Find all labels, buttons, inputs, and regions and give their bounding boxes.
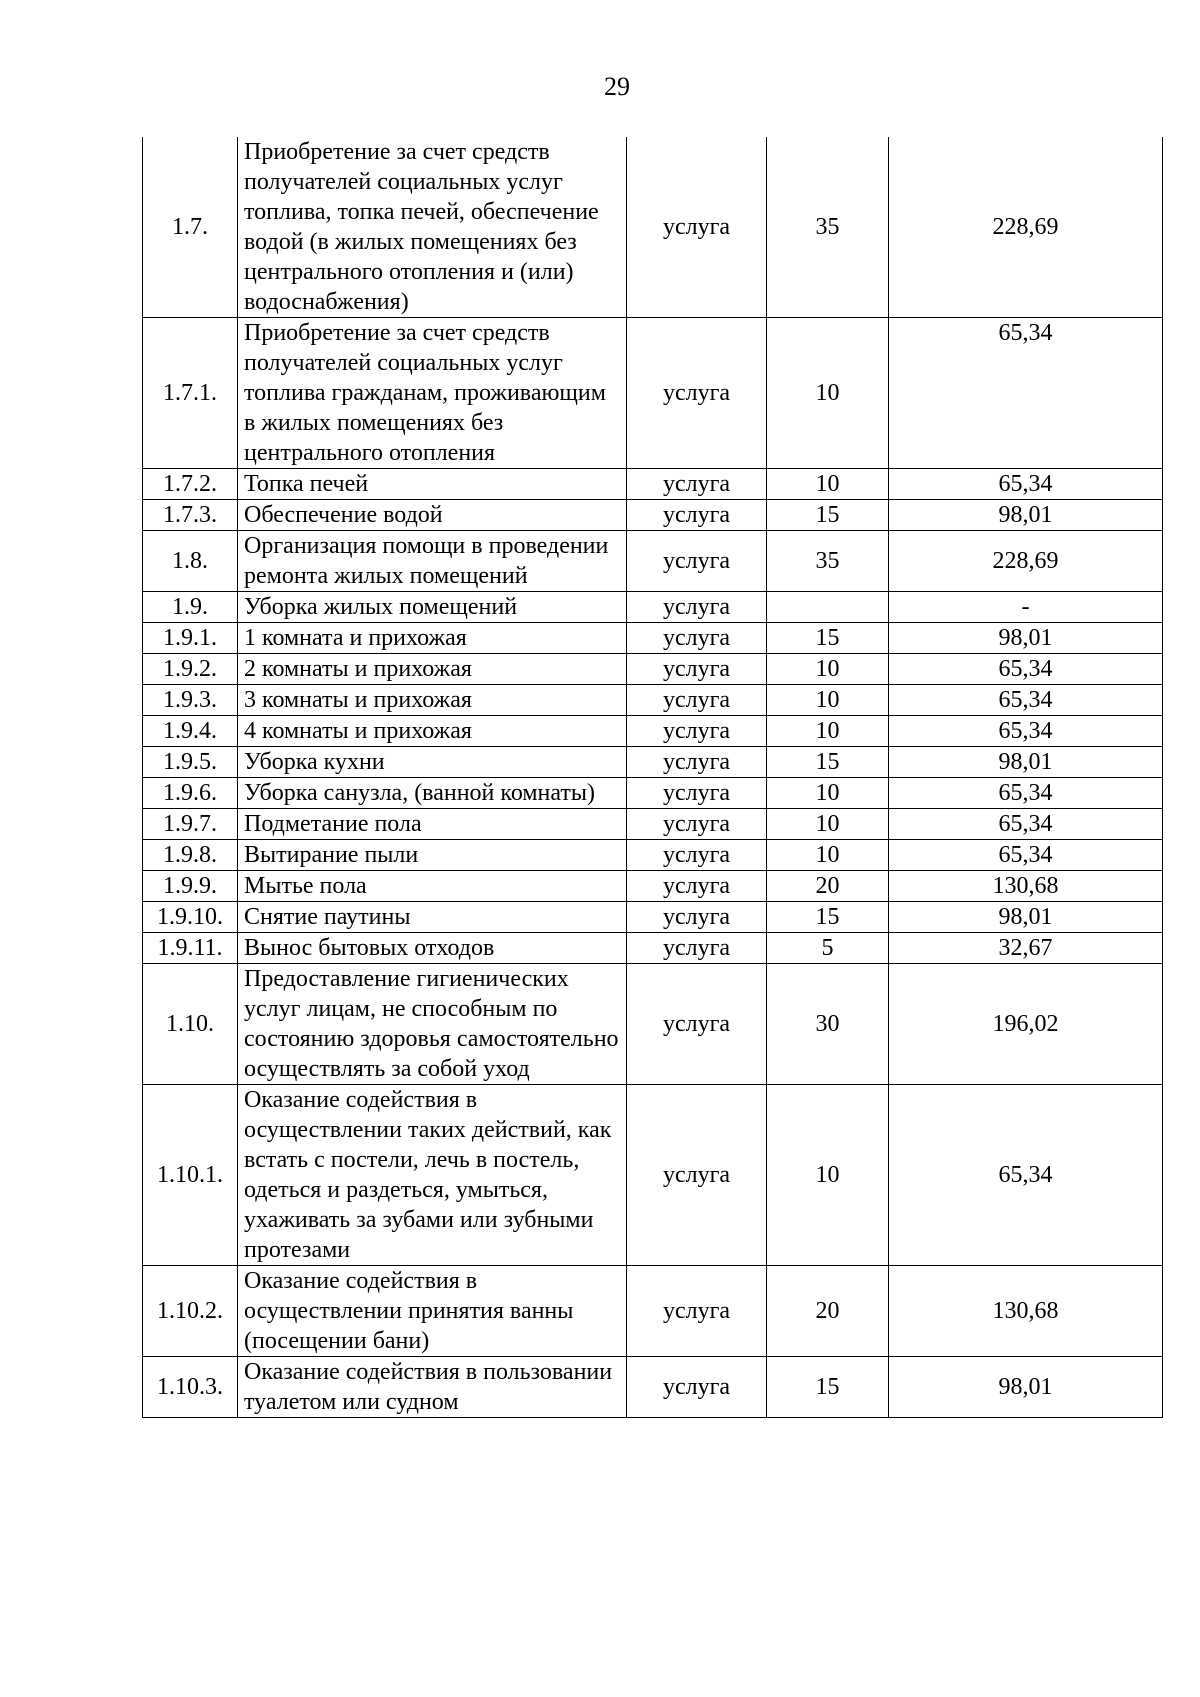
unit-of-measure: услуга [627, 716, 767, 747]
time-norm: 20 [767, 871, 889, 902]
service-price: 65,34 [889, 469, 1163, 500]
row-number: 1.9.2. [143, 654, 238, 685]
row-number: 1.9.7. [143, 809, 238, 840]
table-row [143, 964, 1163, 1085]
service-name: 1 комната и прихожая [238, 623, 627, 654]
table-row [143, 747, 1163, 778]
page-number: 29 [604, 72, 630, 101]
unit-of-measure: услуга [627, 809, 767, 840]
row-number: 1.7.2. [143, 469, 238, 500]
service-price: 65,34 [889, 809, 1163, 840]
time-norm: 10 [767, 685, 889, 716]
row-number: 1.9. [143, 592, 238, 623]
service-name: Предоставление гигиенических услуг лицам, не способным по состоянию здоровья самостоятельно осуществлять за собой уход [238, 964, 627, 1085]
row-number: 1.8. [143, 531, 238, 592]
time-norm: 15 [767, 902, 889, 933]
service-price: 98,01 [889, 1357, 1163, 1418]
service-price: 65,34 [889, 654, 1163, 685]
unit-of-measure: услуга [627, 747, 767, 778]
row-number: 1.9.3. [143, 685, 238, 716]
table-row [143, 778, 1163, 809]
service-price: 130,68 [889, 871, 1163, 902]
unit-of-measure: услуга [627, 1266, 767, 1357]
service-price: 228,69 [889, 137, 1163, 318]
service-name: Организация помощи в проведении ремонта жилых помещений [238, 531, 627, 592]
time-norm: 20 [767, 1266, 889, 1357]
service-price: 130,68 [889, 1266, 1163, 1357]
service-price: 65,34 [889, 716, 1163, 747]
table-row [143, 840, 1163, 871]
time-norm: 30 [767, 964, 889, 1085]
unit-of-measure: услуга [627, 685, 767, 716]
unit-of-measure: услуга [627, 1357, 767, 1418]
service-price: 98,01 [889, 623, 1163, 654]
time-norm: 35 [767, 137, 889, 318]
service-price: 98,01 [889, 747, 1163, 778]
table-row [143, 623, 1163, 654]
service-price: 196,02 [889, 964, 1163, 1085]
row-number: 1.10.3. [143, 1357, 238, 1418]
service-price: 65,34 [889, 685, 1163, 716]
time-norm: 10 [767, 809, 889, 840]
service-name: Подметание пола [238, 809, 627, 840]
service-name: Снятие паутины [238, 902, 627, 933]
service-name: Вынос бытовых отходов [238, 933, 627, 964]
time-norm: 10 [767, 840, 889, 871]
service-name: Приобретение за счет средств получателей социальных услуг топлива гражданам, проживающим в жилых помещениях без центрального отопления [238, 318, 627, 469]
table-row [143, 1266, 1163, 1357]
row-number: 1.9.5. [143, 747, 238, 778]
time-norm: 15 [767, 500, 889, 531]
row-number: 1.9.4. [143, 716, 238, 747]
unit-of-measure: услуга [627, 964, 767, 1085]
time-norm: 15 [767, 747, 889, 778]
service-price: 98,01 [889, 500, 1163, 531]
service-name: Оказание содействия в осуществлении принятия ванны (посещении бани) [238, 1266, 627, 1357]
table-row [143, 933, 1163, 964]
time-norm: 5 [767, 933, 889, 964]
table-row [143, 871, 1163, 902]
time-norm: 10 [767, 654, 889, 685]
unit-of-measure: услуга [627, 318, 767, 469]
service-price: 228,69 [889, 531, 1163, 592]
time-norm: 15 [767, 1357, 889, 1418]
table-row [143, 531, 1163, 592]
table-row [143, 469, 1163, 500]
time-norm: 10 [767, 716, 889, 747]
service-price: - [889, 592, 1163, 623]
service-name: Уборка кухни [238, 747, 627, 778]
unit-of-measure: услуга [627, 137, 767, 318]
service-name: 4 комнаты и прихожая [238, 716, 627, 747]
service-name: Обеспечение водой [238, 500, 627, 531]
unit-of-measure: услуга [627, 1085, 767, 1266]
unit-of-measure: услуга [627, 469, 767, 500]
service-name: Мытье пола [238, 871, 627, 902]
service-name: Уборка санузла, (ванной комнаты) [238, 778, 627, 809]
table-row [143, 1085, 1163, 1266]
service-name: 3 комнаты и прихожая [238, 685, 627, 716]
service-price: 98,01 [889, 902, 1163, 933]
service-name: Вытирание пыли [238, 840, 627, 871]
row-number: 1.9.9. [143, 871, 238, 902]
table-row [143, 500, 1163, 531]
row-number: 1.10.1. [143, 1085, 238, 1266]
service-name: Топка печей [238, 469, 627, 500]
unit-of-measure: услуга [627, 500, 767, 531]
table-row [143, 809, 1163, 840]
service-price: 65,34 [889, 1085, 1163, 1266]
services-table [142, 137, 1163, 1418]
service-name: Приобретение за счет средств получателей социальных услуг топлива, топка печей, обеспечение водой (в жилых помещениях без центрального отопления и (или) водоснабжения) [238, 137, 627, 318]
unit-of-measure: услуга [627, 902, 767, 933]
table-row [143, 685, 1163, 716]
table-row [143, 716, 1163, 747]
unit-of-measure: услуга [627, 531, 767, 592]
time-norm: 10 [767, 469, 889, 500]
row-number: 1.9.8. [143, 840, 238, 871]
time-norm: 15 [767, 623, 889, 654]
time-norm: 10 [767, 1085, 889, 1266]
row-number: 1.10.2. [143, 1266, 238, 1357]
row-number: 1.7.3. [143, 500, 238, 531]
time-norm: 10 [767, 318, 889, 469]
service-name: 2 комнаты и прихожая [238, 654, 627, 685]
services-table-body [143, 137, 1163, 1418]
unit-of-measure: услуга [627, 592, 767, 623]
row-number: 1.9.1. [143, 623, 238, 654]
row-number: 1.10. [143, 964, 238, 1085]
service-price: 32,67 [889, 933, 1163, 964]
row-number: 1.9.11. [143, 933, 238, 964]
table-row [143, 592, 1163, 623]
unit-of-measure: услуга [627, 933, 767, 964]
unit-of-measure: услуга [627, 778, 767, 809]
service-price: 65,34 [889, 840, 1163, 871]
table-row [143, 318, 1163, 469]
unit-of-measure: услуга [627, 871, 767, 902]
table-row [143, 654, 1163, 685]
unit-of-measure: услуга [627, 623, 767, 654]
table-row [143, 902, 1163, 933]
service-name: Уборка жилых помещений [238, 592, 627, 623]
time-norm [767, 592, 889, 623]
table-row [143, 137, 1163, 318]
service-price: 65,34 [889, 778, 1163, 809]
time-norm: 35 [767, 531, 889, 592]
row-number: 1.9.10. [143, 902, 238, 933]
unit-of-measure: услуга [627, 840, 767, 871]
service-name: Оказание содействия в пользовании туалетом или судном [238, 1357, 627, 1418]
service-price: 65,34 [889, 318, 1163, 469]
row-number: 1.9.6. [143, 778, 238, 809]
time-norm: 10 [767, 778, 889, 809]
row-number: 1.7. [143, 137, 238, 318]
table-row [143, 1357, 1163, 1418]
row-number: 1.7.1. [143, 318, 238, 469]
service-name: Оказание содействия в осуществлении таких действий, как встать с постели, лечь в постель, одеться и раздеться, умыться, ухаживать за зубами или зубными протезами [238, 1085, 627, 1266]
unit-of-measure: услуга [627, 654, 767, 685]
